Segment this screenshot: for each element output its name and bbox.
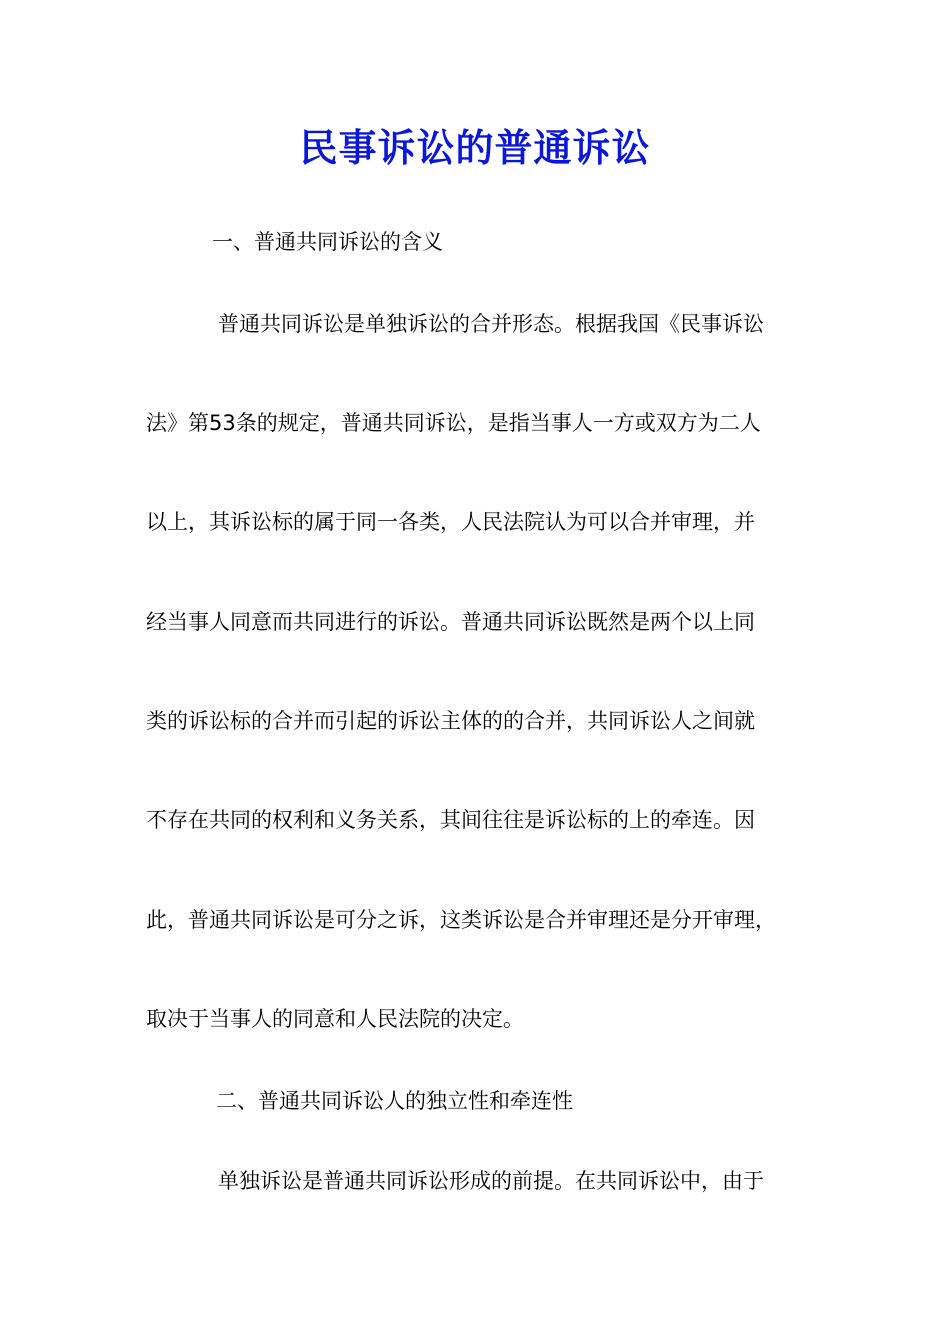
section-heading-1: 一、普通共同诉讼的含义 [212,230,443,254]
paragraph-1-line-2: 法》第53条的规定，普通共同诉讼，是指当事人一方或双方为二人 [146,411,761,435]
section-heading-2: 二、普通共同诉讼人的独立性和牵连性 [216,1089,573,1113]
paragraph-1-line-6: 不存在共同的权利和义务关系，其间往往是诉讼标的上的牵连。因 [146,808,755,832]
paragraph-2-line-1: 单独诉讼是普通共同诉讼形成的前提。在共同诉讼中，由于 [218,1169,764,1193]
document-title: 民事诉讼的普通诉讼 [299,125,651,170]
paragraph-1-line-1: 普通共同诉讼是单独诉讼的合并形态。根据我国《民事诉讼 [218,312,764,336]
paragraph-1-line-5: 类的诉讼标的合并而引起的诉讼主体的的合并，共同诉讼人之间就 [146,709,755,733]
paragraph-1-line-4: 经当事人同意而共同进行的诉讼。普通共同诉讼既然是两个以上同 [146,610,755,634]
paragraph-1-line-8: 取决于当事人的同意和人民法院的决定。 [146,1007,524,1031]
paragraph-1-line-7: 此，普通共同诉讼是可分之诉，这类诉讼是合并审理还是分开审理， [146,908,776,932]
paragraph-1-line-3: 以上，其诉讼标的属于同一各类，人民法院认为可以合并审理，并 [146,510,755,534]
